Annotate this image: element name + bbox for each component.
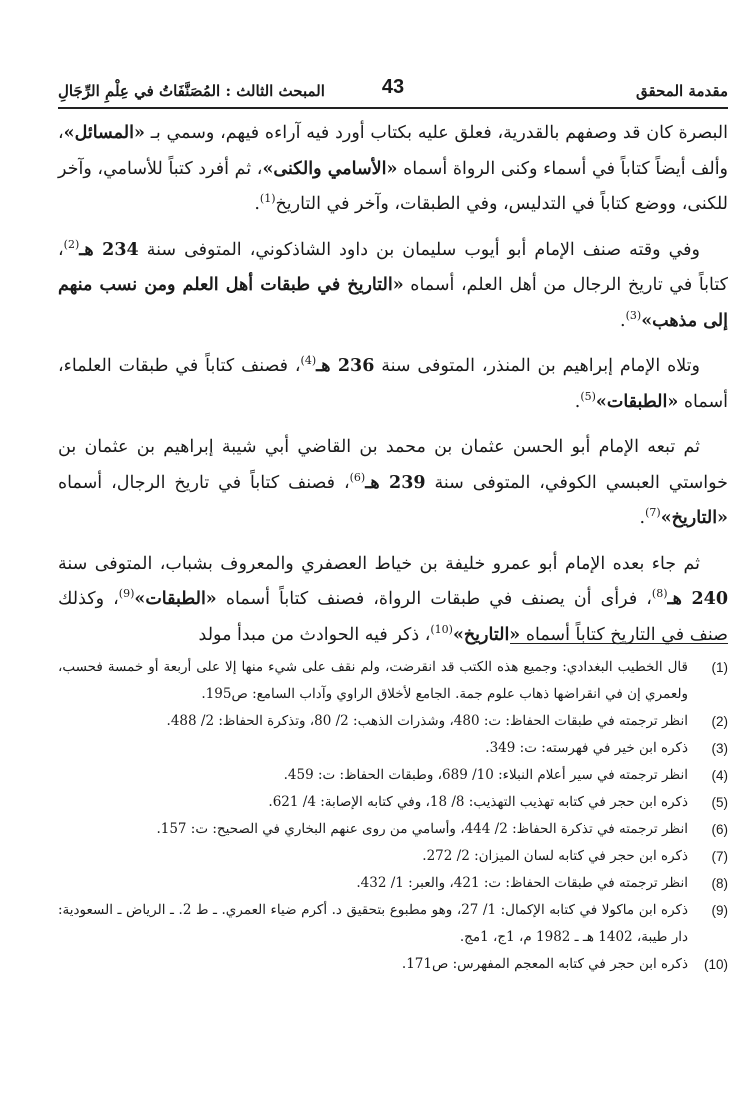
footnote-ref: (8): [651, 587, 668, 601]
footnote-ref: (4): [300, 354, 317, 368]
footnote-ref: (6): [349, 470, 366, 484]
text-segment: ، وكذلك صنف في التاريخ كتاباً أسماه: [58, 589, 728, 645]
text-segment: وتلاه الإمام إبراهيم بن المنذر، المتوفى سنة: [374, 356, 700, 376]
header-chapter-title: المبحث الثالث : المُصَنَّفَاتُ في عِلْمِ الرِّجَالِ: [58, 82, 325, 100]
footnote-ref: (2): [63, 237, 80, 251]
footnote-number: (7): [711, 849, 728, 864]
footnote-ref: (10): [430, 622, 453, 636]
footnote-text: انظر ترجمته في سير أعلام النبلاء: 10/ 689، وطبقات الحفاظ: ت: 459.: [283, 767, 688, 783]
bold-term: «الطبقات»: [595, 391, 679, 412]
text-segment: ، ثم أفرد كتباً للأسامي، وآخر للكنى، ووضع كتاباً في التدليس، وفي الطبقات، وآخر في التاريخ: [58, 158, 728, 214]
footnote-text: ذكره ابن حجر في كتابه لسان الميزان: 2/ 272.: [422, 848, 688, 864]
paragraph: [58, 349, 728, 420]
footnotes: [58, 654, 728, 978]
bold-term: «التاريخ»: [452, 624, 521, 645]
page-number: 43: [381, 76, 405, 98]
text-segment: .: [620, 310, 626, 331]
text-segment: ، فصنف كتاباً في طبقات العلماء، أسماه: [58, 356, 728, 412]
footnote-number: (4): [711, 768, 728, 783]
bold-term: «التاريخ»: [660, 508, 728, 528]
footnote-number: (5): [711, 795, 728, 810]
footnote-number: (1): [711, 660, 728, 675]
bold-term: «التاريخ في طبقات أهل العلم ومن نسب منهم إلى مذهب»: [58, 275, 728, 331]
footnote-text: ذكره ابن خير في فهرسته: ت: 349.: [485, 740, 688, 756]
footnote-number: (2): [711, 714, 728, 729]
bold-term: 240 هـ: [667, 589, 728, 609]
footnote-item: [58, 708, 728, 735]
text-segment: وفي وقته صنف الإمام أبو أيوب سليمان بن داود الشاذكوني، المتوفى سنة: [138, 239, 700, 260]
paragraph: [58, 116, 728, 223]
footnote-text: ذكره ابن حجر في كتابه تهذيب التهذيب: 8/ 18، وفي كتابه الإصابة: 4/ 621.: [268, 794, 688, 810]
footnote-item: [58, 789, 728, 816]
footnote-text: انظر ترجمته في تذكرة الحفاظ: 2/ 444، وأسامي من روى عنهم البخاري في الصحيح: ت: 157.: [156, 821, 688, 837]
footnote-number: (3): [711, 741, 728, 756]
main-text: [58, 116, 728, 663]
footnote-ref: (5): [580, 389, 596, 403]
footnote-item: [58, 870, 728, 897]
text-segment: ثم تبعه الإمام أبو الحسن عثمان بن محمد بن القاضي أبي شيبة إبراهيم بن عثمان بن خواستي العبسي الكوفي، المتوفى سنة: [58, 437, 728, 493]
text-segment: .: [639, 508, 646, 528]
paragraph: [58, 430, 728, 537]
text-segment: البصرة كان قد وصفهم بالقدرية، فعلق عليه بكتاب أورد فيه آراءه فيهم، وسمي بـ: [144, 123, 728, 143]
text-segment: ، فصنف كتاباً في تاريخ الرجال، أسماه: [58, 472, 350, 493]
footnote-text: انظر ترجمته في طبقات الحفاظ: ت: 421، والعبر: 1/ 432.: [356, 875, 688, 891]
header-divider: [58, 107, 728, 109]
paragraph: [58, 547, 728, 654]
footnote-divider: [510, 643, 728, 644]
footnote-item: [58, 897, 728, 951]
footnote-text: ذكره ابن ماكولا في كتابه الإكمال: 1/ 27، وهو مطبوع بتحقيق د. أكرم ضياء العمري. ـ ط 2. ـ الرياض ـ السعودية: دار طيبة، 1402 هـ ـ 1982 م، 1ج، 1مج.: [58, 902, 688, 945]
footnote-number: (9): [711, 903, 728, 918]
text-segment: .: [574, 391, 581, 412]
bold-term: «المسائل»: [63, 123, 145, 143]
footnote-item: [58, 735, 728, 762]
footnote-text: انظر ترجمته في طبقات الحفاظ: ت: 480، وشذرات الذهب: 2/ 80، وتذكرة الحفاظ: 2/ 488.: [166, 713, 688, 729]
footnote-item: [58, 762, 728, 789]
text-segment: ثم جاء بعده الإمام أبو عمرو خليفة بن خياط العصفري والمعروف بشباب، المتوفى سنة: [58, 553, 700, 574]
paragraph: [58, 233, 728, 340]
footnote-number: (8): [711, 876, 728, 891]
bold-term: 239 هـ: [365, 472, 426, 493]
footnote-ref: (7): [645, 506, 661, 520]
footnote-ref: (9): [118, 587, 135, 601]
text-segment: ، وألف أيضاً كتاباً في أسماء وكنى الرواة أسماه: [58, 123, 729, 179]
bold-term: «الطبقات»: [134, 589, 217, 609]
footnote-ref: (3): [625, 308, 642, 322]
text-segment: ، فرأى أن يصنف في طبقات الرواة، فصنف كتاباً أسماه: [216, 589, 652, 609]
footnote-number: (10): [703, 957, 728, 972]
footnote-item: [58, 816, 728, 843]
running-header: [58, 70, 728, 104]
footnote-item: [58, 843, 728, 870]
footnote-item: [58, 951, 728, 978]
bold-term: «الأسامي والكنى»: [262, 158, 398, 179]
bold-term: 236 هـ: [316, 356, 375, 376]
bold-term: 234 هـ: [79, 239, 139, 260]
footnote-text: ذكره ابن حجر في كتابه المعجم المفهرس: ص171.: [401, 956, 688, 972]
text-segment: ، كتاباً في تاريخ الرجال من أهل العلم، أسماه: [58, 239, 728, 295]
footnote-number: (6): [711, 822, 728, 837]
footnote-item: [58, 654, 728, 708]
footnote-text: قال الخطيب البغدادي: وجميع هذه الكتب قد انقرضت، ولم نقف على شيء منها إلا على أربعة أو خمسة فحسب، ولعمري إن في انقراضها ذهاب علوم جمة. الجامع لأخلاق الراوي وآداب السامع: ص195.: [58, 659, 688, 702]
text-segment: ، ذكر فيه الحوادث من مبدأ مولد: [198, 624, 431, 645]
text-segment: .: [254, 194, 260, 214]
header-section-title: مقدمة المحقق: [636, 82, 728, 100]
footnote-ref: (1): [259, 192, 276, 206]
